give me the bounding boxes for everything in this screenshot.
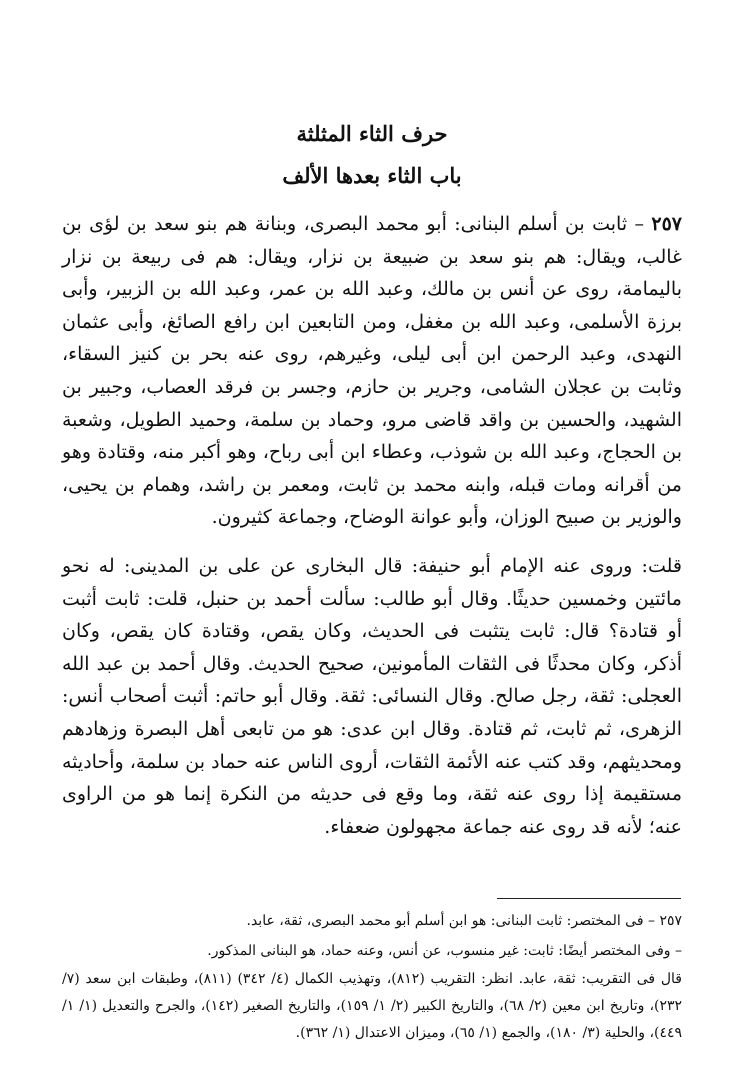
footnotes (62, 906, 682, 1047)
footnote-1: ٢٥٧ – فى المختصر: ثابت البنانى: هو ابن أسلم أبو محمد البصرى، ثقة، عابد. (246, 913, 682, 929)
entry-text: ثابت بن أسلم البنانى: أبو محمد البصرى، وبنانة هم بنو سعد بن لؤى بن غالب، ويقال: هم بنو سعد بن ضبيعة بن نزار، ويقال: هم فى ربيعة بن نزار باليمامة، روى عن أنس بن مالك، وعبد الله بن عمر، وعبد الله بن الزبير، وأبى برزة الأسلمى، وعبد الله بن مغفل، ومن التابعين ابن رافع الصائغ، وأبى عثمان النهدى، وعبد الرحمن ابن أبى ليلى، وغيرهم، روى عنه بحر بن كنيز السقاء، وثابت بن عجلان الشامى، وجرير بن حازم، وجسر بن فرقد العصاب، وجبير بن الشهيد، والحسين بن واقد قاضى مرو، وحماد بن سلمة، وحميد الطويل، وشعبة بن الحجاج، وعبد الله بن شوذب، وعطاء ابن أبى رباح، وهو أكبر منه، وقتادة وهو من أقرانه ومات قبله، وابنه محمد بن ثابت، ومعمر بن راشد، وهمام بن يحيى، والوزير بن صبيح الوزان، وأبو عوانة الوضاح، وجماعة كثيرون. (62, 213, 682, 529)
section-heading: باب الثاء بعدها الألف (282, 163, 462, 188)
entry-paragraph (62, 208, 682, 534)
footnote-2: – وفى المختصر أيضًا: ثابت: غير منسوب، عن أنس، وعنه حماد، هو البنانى المذكور. (207, 943, 682, 959)
headings (0, 118, 744, 192)
footnote-3: قال فى التقريب: ثقة، عابد. انظر: التقريب (٨١٢)، وتهذيب الكمال (٤/ ٣٤٢) (٨١١)، وطبقات ابن سعد (٧/ ٢٣٢)، وتاريخ ابن معين (٢/ ٦٨)، والتاريخ الكبير (٢/ ١/ ١٥٩)، والتاريخ الصغير (١٤٢)، والجرح والتعديل (١/ ١/ ٤٤٩)، والحلية (٣/ ١٨٠)، والجمع (١/ ٦٥)، وميزان الاعتدال (١/ ٣٦٢). (62, 971, 682, 1041)
comment-paragraph: قلت: وروى عنه الإمام أبو حنيفة: قال البخارى عن على بن المدينى: له نحو مائتين وخمسين حديثًا. وقال أبو طالب: سألت أحمد بن حنبل، قلت: ثابت أثبت أو قتادة؟ قال: ثابت يتثبت فى الحديث، وكان يقص، وقتادة كان يقص، وكان أذكر، وكان محدثًا فى الثقات المأمونين، صحيح الحديث. وقال أحمد بن عبد الله العجلى: ثقة، رجل صالح. وقال النسائى: ثقة. وقال أبو حاتم: أثبت أصحاب أنس: الزهرى، ثم ثابت، ثم قتادة. وقال ابن عدى: هو من تابعى أهل البصرة وزهادهم ومحديثهم، وقد كتب عنه الأئمة الثقات، أروى الناس عنه حماد بن سلمة، وأحاديثه مستقيمة إذا روى عنه ثقة، وما وقع فى حديثه من النكرة إنما هو من الراوى عنه؛ لأنه قد روى عنه جماعة مجهولون ضعفاء. (62, 554, 682, 838)
footnote-divider (497, 898, 681, 899)
main-text (62, 208, 682, 843)
entry-dash: – (627, 213, 652, 235)
chapter-heading: حرف الثاء المثلثة (296, 121, 448, 146)
entry-number: ٢٥٧ (651, 213, 682, 235)
